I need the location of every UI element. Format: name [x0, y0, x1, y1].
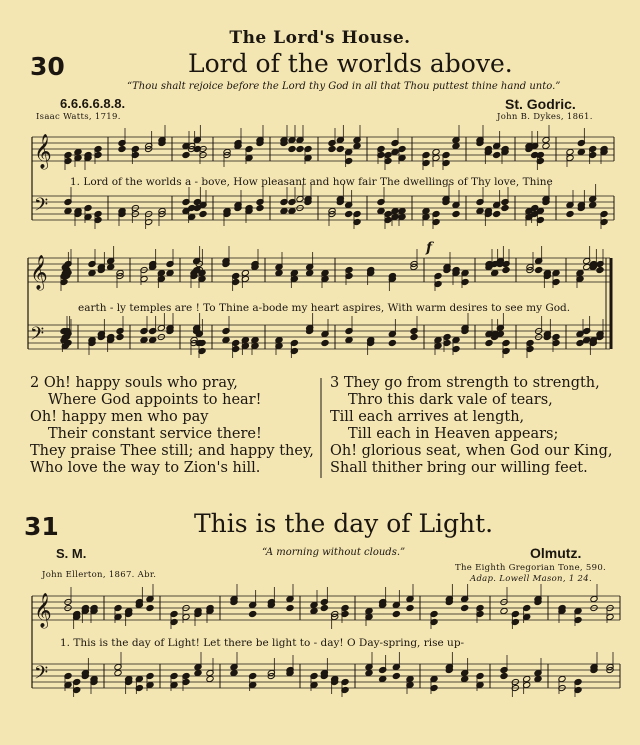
note-head: [166, 269, 174, 276]
bass-clef-icon: 𝄢: [34, 195, 49, 220]
note-head: [596, 266, 604, 273]
hymn-number: 31: [24, 512, 59, 541]
verse-line: Who love the way to Zion's hill.: [30, 460, 261, 476]
verse-line: Where God appoints to hear!: [48, 392, 262, 408]
note-head: [391, 148, 399, 155]
note-head: [502, 266, 510, 273]
note-head: [182, 151, 190, 158]
hymn-meter: S. M.: [56, 546, 87, 561]
note-head: [500, 607, 508, 614]
note-head: [288, 145, 296, 152]
bass-clef-icon: 𝄢: [30, 324, 45, 349]
lyric-line: 1. This is the day of Light! Let there be light to - day! O Day-spring, rise up-: [60, 637, 465, 649]
note-head: [476, 207, 484, 214]
note-head: [493, 151, 501, 158]
verse-line: 2 Oh! happy souls who pray,: [30, 375, 238, 391]
note-head: [406, 604, 414, 611]
note-head: [194, 669, 202, 676]
note-head: [320, 604, 328, 611]
note-head: [288, 207, 296, 214]
note-head: [566, 210, 574, 217]
verse-line: Shall thither bring our willing feet.: [330, 460, 588, 476]
note-head: [328, 145, 336, 152]
note-head: [310, 607, 318, 614]
note-head: [345, 210, 353, 217]
note-head: [275, 269, 283, 276]
tune-name: St. Godric.: [505, 96, 576, 112]
note-head: [321, 339, 329, 346]
lyric-line: 1. Lord of the worlds a - bove, How pleasant and how fair The dwellings of Thy love, Thine: [70, 176, 553, 188]
treble-clef-icon: 𝄞: [30, 255, 48, 290]
verse-line: They praise Thee still; and happy they,: [30, 443, 314, 459]
tune-name: Olmutz.: [530, 545, 582, 561]
note-head: [116, 333, 124, 340]
hymn-epigraph: “A morning without clouds.”: [262, 547, 406, 558]
hymn-title: This is the day of Light.: [194, 509, 494, 538]
note-head: [500, 672, 508, 679]
note-head: [461, 675, 469, 682]
note-head: [535, 266, 543, 273]
note-head: [379, 675, 387, 682]
note-head: [296, 145, 304, 152]
bass-clef-icon: 𝄢: [34, 663, 49, 688]
verse-3: [330, 375, 613, 477]
note-head: [485, 339, 493, 346]
note-head: [589, 201, 597, 208]
composer-credit: The Eighth Gregorian Tone, 590.: [455, 563, 607, 573]
treble-clef-icon: 𝄞: [34, 593, 52, 628]
note-head: [452, 210, 460, 217]
hymn-title: Lord of the worlds above.: [188, 49, 513, 78]
hymn-number: 30: [30, 52, 65, 81]
note-head: [199, 210, 207, 217]
verse-2: [30, 375, 314, 477]
note-head: [286, 604, 294, 611]
note-head: [377, 207, 385, 214]
hymn-epigraph: “Thou shalt rejoice before the Lord thy God in all that Thou puttest thine hand unto.”: [127, 81, 561, 92]
verse-line: Till each arrives at length,: [330, 409, 525, 425]
note-head: [392, 672, 400, 679]
note-head: [88, 269, 96, 276]
note-head: [542, 142, 550, 149]
composer-credit: Adap. Lowell Mason, 1 24.: [470, 574, 592, 584]
note-head: [345, 336, 353, 343]
lyric-line: earth - ly temples are ! To Thine a-bode my heart aspires, With warm desires to see my God.: [78, 302, 571, 314]
note-head: [146, 604, 154, 611]
verse-line: 3 They go from strength to strength,: [330, 375, 600, 391]
note-head: [206, 675, 214, 682]
note-head: [118, 145, 126, 152]
note-head: [365, 669, 373, 676]
note-head: [280, 207, 288, 214]
note-head: [336, 145, 344, 152]
note-head: [452, 142, 460, 149]
author-credit: Isaac Watts, 1719.: [36, 112, 121, 122]
composer-credit: John B. Dykes, 1861.: [497, 112, 593, 122]
hymn-meter: 6.6.6.6.8.8.: [60, 96, 126, 111]
note-head: [491, 269, 499, 276]
note-head: [577, 148, 585, 155]
note-head: [149, 336, 157, 343]
verse-line: Their constant service there!: [48, 426, 262, 442]
note-head: [392, 610, 400, 617]
page-header: The Lord's House.: [229, 28, 411, 48]
note-head: [306, 269, 314, 276]
verse-line: Till each in Heaven appears;: [348, 426, 559, 442]
note-head: [107, 263, 115, 270]
note-head: [410, 333, 418, 340]
note-head: [534, 675, 542, 682]
author-credit: John Ellerton, 1867. Abr.: [42, 570, 157, 580]
note-head: [249, 610, 257, 617]
note-head: [140, 336, 148, 343]
note-head: [493, 210, 501, 217]
note-head: [222, 336, 230, 343]
note-head: [501, 204, 509, 211]
note-head: [461, 604, 469, 611]
treble-clef-icon: 𝄞: [34, 134, 52, 169]
note-head: [353, 142, 361, 149]
note-head: [114, 669, 122, 676]
verse-line: Thro this dark vale of tears,: [348, 392, 553, 408]
note-head: [388, 339, 396, 346]
verse-line: Oh! glorious seat, when God our King,: [330, 443, 613, 459]
note-head: [256, 204, 264, 211]
note-head: [64, 207, 72, 214]
verse-line: Oh! happy men who pay: [30, 409, 209, 425]
dynamic-marking: f: [426, 240, 433, 256]
note-head: [230, 669, 238, 676]
